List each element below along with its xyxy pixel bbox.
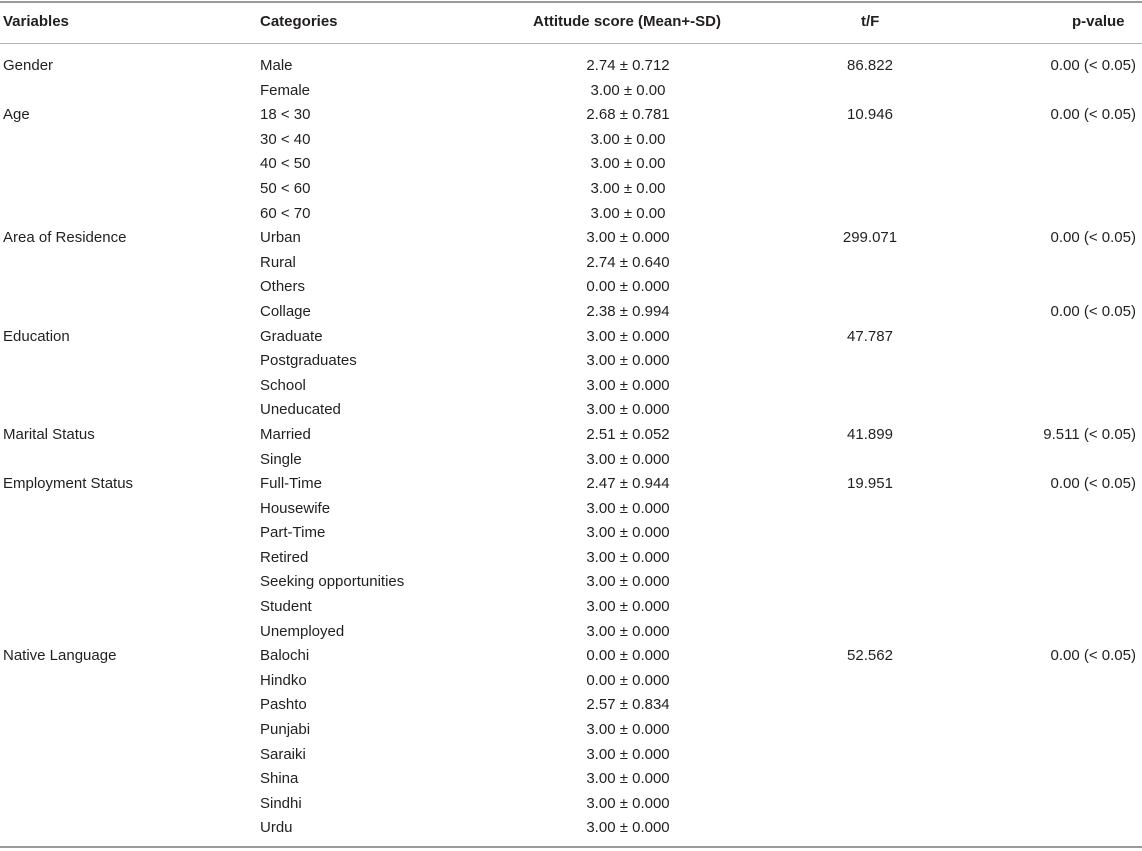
table-row [0, 152, 1142, 177]
cell-attitude-score: 3.00 ± 0.000 [586, 401, 670, 419]
cell-category: Shina [260, 770, 299, 788]
cell-attitude-score: 3.00 ± 0.000 [586, 745, 670, 763]
cell-category: 18 < 30 [260, 106, 311, 124]
header-variables: Variables [3, 13, 69, 30]
cell-attitude-score: 2.38 ± 0.994 [586, 302, 670, 320]
table-row [0, 103, 1142, 128]
cell-t-f: 41.899 [847, 425, 893, 443]
table-row [0, 718, 1142, 743]
cell-attitude-score: 3.00 ± 0.000 [586, 499, 670, 517]
cell-category: Sindhi [260, 794, 302, 812]
table-bottom-rule [0, 846, 1142, 848]
cell-variable: Native Language [3, 647, 117, 665]
table-row [0, 349, 1142, 374]
cell-attitude-score: 2.74 ± 0.712 [586, 57, 670, 74]
cell-category: Pashto [260, 696, 307, 714]
cell-attitude-score: 3.00 ± 0.00 [590, 179, 666, 197]
cell-category: Part-Time [260, 524, 326, 542]
cell-attitude-score: 2.47 ± 0.944 [586, 475, 670, 493]
cell-attitude-score: 0.00 ± 0.000 [586, 647, 670, 665]
cell-variable: Age [3, 106, 30, 124]
table-header-rule [0, 43, 1142, 44]
cell-attitude-score: 3.00 ± 0.000 [586, 548, 670, 566]
cell-t-f: 19.951 [847, 475, 893, 493]
cell-category: Rural [260, 253, 296, 271]
cell-category: Others [260, 278, 306, 296]
cell-attitude-score: 3.00 ± 0.00 [590, 130, 666, 148]
cell-variable: Education [3, 327, 70, 345]
cell-attitude-score: 3.00 ± 0.000 [586, 819, 670, 837]
table-row [0, 620, 1142, 645]
table-row [0, 128, 1142, 153]
header-t-f: t/F [861, 13, 880, 30]
cell-category: Single [260, 450, 302, 468]
cell-t-f: 47.787 [847, 327, 893, 345]
cell-variable: Marital Status [3, 425, 95, 443]
table-row [0, 767, 1142, 792]
table-top-rule [0, 1, 1142, 3]
table-row [0, 521, 1142, 546]
cell-attitude-score: 2.51 ± 0.052 [586, 425, 670, 443]
table-body [0, 54, 1142, 841]
cell-p-value: 0.00 (< 0.05) [1050, 302, 1136, 320]
cell-attitude-score: 0.00 ± 0.000 [586, 278, 670, 296]
table-row [0, 423, 1142, 448]
cell-category: Saraiki [260, 745, 306, 763]
cell-variable: Area of Residence [3, 229, 127, 247]
cell-t-f: 86.822 [847, 57, 893, 74]
cell-category: Graduate [260, 327, 323, 345]
cell-attitude-score: 3.00 ± 0.000 [586, 524, 670, 542]
cell-category: Uneducated [260, 401, 341, 419]
cell-variable: Gender [3, 57, 54, 74]
cell-attitude-score: 3.00 ± 0.00 [590, 155, 666, 173]
cell-category: Postgraduates [260, 352, 357, 370]
table-row [0, 693, 1142, 718]
cell-attitude-score: 3.00 ± 0.000 [586, 794, 670, 812]
cell-attitude-score: 3.00 ± 0.000 [586, 450, 670, 468]
cell-variable: Employment Status [3, 475, 134, 493]
table-row [0, 595, 1142, 620]
cell-attitude-score: 3.00 ± 0.000 [586, 598, 670, 616]
table-row [0, 226, 1142, 251]
table-row [0, 743, 1142, 768]
header-attitude-score: Attitude score (Mean+-SD) [533, 13, 721, 30]
cell-attitude-score: 3.00 ± 0.000 [586, 622, 670, 640]
cell-category: Full-Time [260, 475, 322, 493]
cell-attitude-score: 3.00 ± 0.000 [586, 376, 670, 394]
cell-attitude-score: 3.00 ± 0.000 [586, 573, 670, 591]
cell-attitude-score: 3.00 ± 0.000 [586, 770, 670, 788]
table-row [0, 816, 1142, 841]
cell-p-value: 0.00 (< 0.05) [1050, 647, 1136, 665]
table-row [0, 644, 1142, 669]
table-row [0, 669, 1142, 694]
table-row [0, 325, 1142, 350]
table-row [0, 398, 1142, 423]
cell-category: School [260, 376, 306, 394]
table-row [0, 300, 1142, 325]
cell-attitude-score: 3.00 ± 0.00 [590, 81, 666, 99]
cell-attitude-score: 2.68 ± 0.781 [586, 106, 670, 124]
cell-category: Collage [260, 302, 311, 320]
cell-category: Student [260, 598, 312, 616]
header-p-value: p-value [1072, 13, 1125, 30]
cell-category: Male [260, 57, 293, 74]
cell-category: Urban [260, 229, 301, 247]
header-categories: Categories [260, 13, 338, 30]
table-row [0, 472, 1142, 497]
table-row [0, 546, 1142, 571]
table-row [0, 177, 1142, 202]
cell-category: Retired [260, 548, 309, 566]
cell-category: Housewife [260, 499, 331, 517]
cell-p-value: 0.00 (< 0.05) [1050, 57, 1136, 74]
cell-category: Hindko [260, 671, 307, 689]
table-row [0, 374, 1142, 399]
cell-category: Seeking opportunities [260, 573, 405, 591]
table-row [0, 251, 1142, 276]
table-row [0, 497, 1142, 522]
cell-attitude-score: 2.74 ± 0.640 [586, 253, 670, 271]
cell-attitude-score: 3.00 ± 0.000 [586, 327, 670, 345]
cell-category: 60 < 70 [260, 204, 311, 222]
cell-category: 40 < 50 [260, 155, 311, 173]
cell-category: 50 < 60 [260, 179, 311, 197]
table-row [0, 79, 1142, 104]
cell-t-f: 10.946 [847, 106, 893, 124]
table-row [0, 570, 1142, 595]
table-row [0, 275, 1142, 300]
cell-attitude-score: 3.00 ± 0.000 [586, 229, 670, 247]
cell-p-value: 0.00 (< 0.05) [1050, 229, 1136, 247]
cell-p-value: 0.00 (< 0.05) [1050, 106, 1136, 124]
table-row [0, 54, 1142, 79]
cell-category: Unemployed [260, 622, 345, 640]
cell-attitude-score: 3.00 ± 0.000 [586, 352, 670, 370]
table-row [0, 202, 1142, 227]
cell-category: Balochi [260, 647, 310, 665]
table-row [0, 448, 1142, 473]
cell-attitude-score: 3.00 ± 0.000 [586, 721, 670, 739]
cell-category: Punjabi [260, 721, 311, 739]
cell-category: 30 < 40 [260, 130, 311, 148]
cell-attitude-score: 2.57 ± 0.834 [586, 696, 670, 714]
cell-t-f: 299.071 [842, 229, 898, 247]
cell-attitude-score: 0.00 ± 0.000 [586, 671, 670, 689]
table-row [0, 792, 1142, 817]
cell-category: Urdu [260, 819, 293, 837]
cell-category: Female [260, 81, 311, 99]
cell-category: Married [260, 425, 311, 443]
cell-p-value: 9.511 (< 0.05) [1043, 425, 1136, 443]
cell-p-value: 0.00 (< 0.05) [1050, 475, 1136, 493]
cell-t-f: 52.562 [847, 647, 893, 665]
cell-attitude-score: 3.00 ± 0.00 [590, 204, 666, 222]
